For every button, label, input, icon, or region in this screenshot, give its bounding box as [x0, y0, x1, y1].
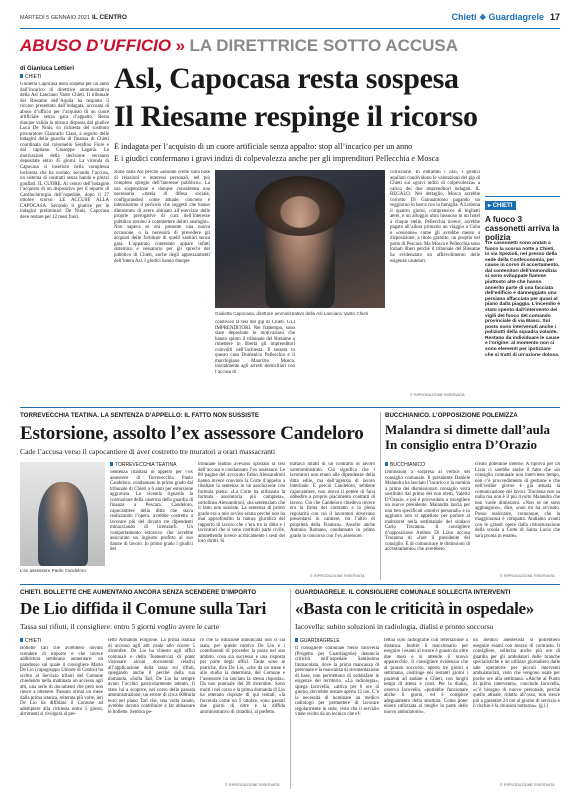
header-city-guardiagrele: Guardiagrele: [488, 12, 544, 22]
article3-title: Malandra si dimette dall’aula In consiglio entra D’Orazio: [385, 422, 551, 452]
article5-subtitle: Iacovella: subito soluzioni in radiologia, dialisi e pronto soccorso: [295, 622, 494, 631]
article3-dateline-icon: [385, 462, 388, 466]
main-col1: Giulietta Capocasa resta sospesa per un anno dall’incarico di direttrice amministrativa della Asl Lanciano Vasto Chieti. Il tribunale del Riesame dell’Aquila ha respinto il ricorso presentato dall’indagata, accusata di abuso d’ufficio per l’acquisto di un cuore artificiale senza gara d’appalto. Resta dunque valida la misura disposta dal giudice Luca De Ninis, su richiesta del sostituto procuratore Giancarlo Ciani, a seguito delle indagini della guardia di finanza di Chieti coordinata dal colonnello Serafino Fiore e dal capitano Giuseppe Laganà. Le motivazioni della decisione verranno depositate entro 45 giorni. La vicenda di Capocasa si inserisce nella complessa inchiesta che ha svelato, secondo l’accusa, un sistema di contratti senza bando e prezzi gonfiati. IL CUORE. Al centro dell’indagine l’acquisto di un dispositivo per il reparto di Cardiochirurgia dell’ospedale, dopo il 27 ottobre scorso. LE ACCUSE ALLA CAPOCASA. Secondo il giudice per le indagini preliminari De Ninis, Capocasa deve restare per 12 mesi fuori.: [20, 82, 109, 220]
main-subtitle-2: E i giudici confermano i gravi indizi di colpevolezza anche per gli imprenditori Pellecchia e Mosca: [114, 154, 439, 163]
column-divider-1: [380, 412, 381, 580]
sidebar-text: Tre cassonetti sono andati a fuoco la scorsa notte a Chieti, in via Spezioli, nel presso della sede della Confeconomia, per cause in corso di accertamento, dal contenitori dell’immondizia si sono sviluppate fiamme piuttosto alte che hanno annerito parte di una facciata dell’edificio e danneggiato una persiana affacciata per quasi al piano dalla piaggia. L’incendio è stato spento dall’intervento dei vigili del fuoco del comando provinciale di via Masci. Sul posto sono intervenuti anche i poliziotti della squadra volante. Restano da individuare le cause e l’origine: al momento non ci sono elementi per ipotizzare che si tratti di un’azione dolosa.: [485, 241, 560, 358]
header-cities: [452, 12, 544, 22]
main-photo: [215, 170, 385, 308]
header-date: MARTEDÌ 5 GENNAIO 2021: [20, 15, 90, 21]
article3-footer: © RIPRODUZIONE RISERVATA: [500, 574, 555, 578]
article2-footer: © RIPRODUZIONE RISERVATA: [310, 574, 365, 578]
article2-col3: trattava infatti di un contratto di lavoro sommministrato. Ciò significa che i lavoratori non erano alle dipendenze della ditta edile, ma dell’agenzia di lavoro interinale. È perciò Candeloro, sebbene capocantiere, non aveva il potere di farsi obbedire a proprio piacimento contratti di lavoro. Ciò che Candeloro chiedeva invece era la firma del contratto e la piena regolarità con cui il lavoratori dovevano presentarsi in cantiere, tra l’altro di proprietà della Finanza». Assolto anche Antonio Romano, condannato in primo grado in concorso con l’ex assessore.: [290, 462, 375, 539]
article5-col3: un medico anestesista si potrebbero eseguire esami con mezzo di contrasto. Il consigliere, sollecita anche più ore di guardia per gli ambulatori delle branche specialistiche e un utilizzo giornaliero dalle sale operatorie per piccoli interventi ambulatoriali, visto che vengono usate per poche ore alla settimana. «Anche al Punto di primo intervento», conclude Iacovella, «c’è bisogno di nuovo personale, perché quello attuale, ridotto all’osso, non riesce più a garantire 24 ore al giorno di servizio e il rischio è la chiusura notturna». (g.i.): [473, 638, 560, 710]
article5-title: «Basta con le criticità in ospedale»: [295, 599, 534, 618]
main-col2: zione dalla Asl perché «assume scelte sulla base di relazioni e interessi personali, nel più completo spregio dell’interesse pubblico». La sua sospensione è dunque considerata una necessaria «tutela di difesa sociale, configurandosi come attuale, concreto e intensissimo il pericolo che soggetti che hanno dimostrato di avere abituato all’esercizio delle proprie prerogative di cura dell’interesse pubblico tornino a commettere delitti analoghi». Non sapeva se era presente una nuova occasione, o la necessità di prevedere gli acquisti delle forniture di quelli sanitari senza gara. L’apparato contestato appare infatti sistemico e vessatorio per gli sprechi del pubblico di Chieti, anche degli apprezzamenti dell’intera Asl. I giudici hanno dunque: [114, 170, 210, 264]
header-city-chieti: Chieti: [451, 12, 477, 22]
section-divider-1: [20, 407, 560, 408]
main-col3b: [300, 320, 385, 400]
main-title-1: Asl, Capocasa resta sospesa: [114, 62, 459, 95]
page-header: [20, 12, 560, 26]
article5-col1: Il consigliere comunale Nello Iacovella (Progetto per Guardiagrele) denuncia criticità nell’ospedale Santissima Immacolata, dove la prima mancanza di personale e la mancanza di strumentazione di base, non permettono di soddisfare le esigenze del territorio. «La radiologia», spiega Iacovella, «attiva per 6 ore al giorno, dovrebbe restare aperta 12 ore. C’è la necessità di nominare un medico radiologo per permettere di lavorare regolarmente in sede, visto che il servizio viene svolto da un tecnico che ef-: [295, 646, 379, 718]
article3-col2: creato potentine interne. A riprova per Di Lizio ci sarebbe anche il fatto che «lo consiglio comunale non interviene tempo, non c’è provvedimento di gestione e che nell’ordine giorno è già attuata la comunicazione dei lavori. Tracanna non sa nulla ma non è il più rivolto Malandra che non vuole dimissioni. «Non se ne sono aggiungono», dice, «non mi ha avvisato. Posso assicurare, comunque, che la maggioranza è compatta. Andiamo avanti con le grandi opere dalla ristrutturazione della scuola a Corte di Santa Lucia che sarà pronta in estate».: [475, 462, 560, 539]
main-byline: di Gianluca Lettieri: [20, 66, 75, 72]
article2-dateline-icon: [110, 462, 113, 466]
column-divider-2: [290, 589, 291, 789]
main-col4: corruzione. In entrambi i casi, i giudici aquilani condividono le valutazioni del gip di Chieti sui «gravi indizi di colpevolezza» a carico dei due imprenditori indagati. IL REGALO. Nel dettaglio, Mosca avrebbe corrotto Di Giannantonio pagando un soggiorno in barca con la famiglia. A Lisbona il quattro giorni, comprensivo di biglietti aerei, e un alloggio ultra lussuoso in un hotel a cinque stelle. Pellecchia invece, avrebbe pagato all’allora primario un viaggio a Cuba e «cessione» come gli avrebbe messo a disposizione, a titolo gratuito, un proprio nel porto di Pescara. Ma Mosca e Pellecchia sono tornati liberi perché il tribunale del Riesame ha evidenziato un affievolimento delle esigenze cautelari.: [390, 170, 480, 264]
article4-kicker: CHIETI. BOLLETTE CHE AUMENTANO ANCORA SENZA SCENDERE D’IMPORTO: [20, 589, 257, 596]
section-divider-2: [20, 584, 560, 585]
article3-kicker: BUCCHIANICO. L’OPPOSIZIONE POLEMIZZA: [385, 412, 518, 419]
article3-col1: Dimissioni a sorpresa al vertice del consiglio comunale. Il presidente Daniele Malandra ha lasciato l’incarico e la nomina a primo dei dismissionari consiglio verrà sostituito dal primo dei non eletti, Valerio D’Orazio, e poi è provveduto a riscegliere un nuovo presidente. Malandra lascia per non ben specificati «motivi personali» e in aggiunta non si appellato per parlare al maltrarret nella settimanale del sindaco Carlo Tracanna. Il consigliere d’opposizione Andrea Di Lizio accusa Tracanna di «fare il presidente del consiglio. È di comunicare le dimissioni di accentramento» che avrebbero: [385, 470, 470, 553]
article4-subtitle: Tassa sui rifiuti, il consigliere: entro 5 giorni voglio avere le carte: [20, 622, 219, 631]
article2-col2: tribunale teatino avevano spostato la tesi dell’accusa e condannato l’ex assessore. Le 80 pagine del avvocato Fabio Alessandroni hanno invece convinto la Corte d’appello a ribaltare la sentenza in un assoluzione con formula piena: «La Corte ha utilizzato la formula assolutoria più completa», sottolinea Alessandroni, «ha sentenziato che il fatto non sussiste. La sentenza di primo grado era a mio avviso errata perché non ha mai approfondito la natura giuridica del rapporto di lavoro che c’era tra la ditta e i lavoratori che si sono costituiti parte civile, ammettendo invece acriticamente i testi dei loro diritti. Si: [198, 462, 285, 545]
kicker-right: LA DIRETTRICE SOTTO ACCUSA: [189, 36, 459, 55]
article4-title: De Lio diffida il Comune sulla Tari: [20, 599, 267, 618]
photo-caption: Giulietta Capocasa, direttore amministrativo della Asl Lanciano Vasto Chieti: [215, 311, 369, 316]
photo-hair-shape: [255, 176, 345, 236]
sidebar-tag: [485, 201, 516, 210]
article2-title: Estorsione, assolto l’ex assessore Candeloro: [20, 423, 364, 444]
header-separator-icon: ❖: [479, 13, 489, 22]
article4-dateline: [20, 638, 41, 644]
main-dateline: [20, 74, 41, 80]
page-number: 17: [549, 12, 560, 22]
article4-col3: rò che la riduzione annunciata non ci sia stata, per questo motivo De Lio e i contribuenti di proceder la posta nel suo ambito, cosa sia successo e una risposta per parte degli uffici. Tante sono le pratiche, dice De Lio, «che da un mese è allo studio la determina, del Comune e l’assessore ha lasciato la stessa risposta». Da non puntuale del 28 dicembre. Sono molti i nel corso e la prima domanda di Lio ha ottenuto risposte di qui tentati, «la faccenda come un 5 ottobre, sono passati due giorni di oltre e la diffida amministrativo di cittadini, al prefetto.: [200, 638, 285, 715]
article2-dateline-text: TORREVECCHIA TEATINA: [115, 462, 177, 468]
dateline-marker-icon: [20, 74, 23, 78]
article2-subtitle: Cade l’accusa verso il capocantiere di aver costretto tre muratori a orari massacranti: [20, 447, 276, 456]
article2-kicker: TORREVECCHIA TEATINA. LA SENTENZA D’APPELLO: IL FATTO NON SUSSISTE: [20, 412, 260, 419]
article5-dateline: [295, 638, 340, 644]
article4-col2: fetto Armando Forgione. La prima istanza di accesso agli atti risale allo scorso 5 dicembre. De Lio ha chiesto agli uffici comunali e della Teateservizi di poter visionare alcuni documenti relativi all’applicazione della tassa sui rifiuti, spiegando anche il perché della sua domanda. «Sulla Tari, De Lio ha sempre avuto l’occhio particolarmente attento. Il stato lui a scoprire, nel corso della passata amministrazione, un errore di circa 600mila euro nel piano Tari che, una volta sanato, avrebbe dovuto contribuire a far abbassare le bollette. Sembra pe-: [108, 638, 195, 715]
article4-dateline-text: CHIETI: [25, 638, 42, 644]
article5-dateline-text: GUARDIAGRELE: [300, 638, 340, 644]
sidebar-tag-text: CHIETI: [492, 203, 513, 209]
article4-col1: Bollette Tari che avrebbero dovuto scendere di importo e che invece addirittura sembrano aumentare: un paradosso sul quale il consigliere Mario De Lio (capogruppo Unione di Centro) ha scritto al Servizio tributi del Comune chiedendo nella mattinata un accesso agli atti, una serie di documenti che però non riesce a ottenere. Passato ormai un mese dalla prima istanza, reiterata più volte, ieri De Lio ha diffidato il Comune ad adempiere alla richiesta entro 5 giorni, altrimenti si rivolgerà al pre-: [20, 646, 103, 718]
article3-dateline: [385, 462, 425, 468]
article2-caption: L’ex assessore Paolo Candeloro: [20, 568, 86, 573]
article2-dateline: [110, 462, 176, 468]
sidebar-title: A fuoco 3 cassonetti arriva la polizia: [485, 215, 560, 243]
dateline-text: CHIETI: [25, 74, 42, 80]
header-paper: IL CENTRO: [92, 14, 127, 21]
main-footer: © RIPRODUZIONE RISERVATA: [410, 393, 465, 397]
article5-col2: fettua solo radiografie con refertazione a distanza. Inoltre il macchinario per eseguire i esami al torace è guasto da oltre due mesi e si attende il nuovo apparecchio. Il consigliere evidenzia che al pronto soccorso, aperto tre giorni a settimana, costringe nei restanti giorni i pazienti ad andare a Chieti, con lunghi tempi di attesa e costi. Per la dialisi, osserva Iacovella, «potrebbe funzionare anche 6 giorni, ed è complice adeguamento della struttura. Come poter essere utilizzata al meglio la parte dello nuovo ambulatorio».: [384, 638, 468, 715]
header-divider: [20, 28, 560, 29]
article4-dateline-icon: [20, 638, 23, 642]
article2-col1: Sentenza ribaltata in appello per l’ex assessore di Torrevecchia Paolo Candeloro, condannato in primo grado dal tribunale di Chieti a 6 anni per estorsione aggravata. La vicenda riguarda la costruzione della caserma della guardia di finanza a Pescara. Candeloro, capocantiere della ditta che stava realizzando l’opera, avrebbe costretto a lavorare più del dovuto tre dipendenti minacciando di licenziarli. Un comportamento estorsivo che avrebbe assicurato un ingiusto profitto al suo datore di lavoro. In primo grado i giudici del: [110, 470, 193, 553]
sidebar-tag-icon: ▸: [488, 203, 493, 209]
article5-kicker: GUARDIAGRELE. IL CONSIGLIERE COMUNALE SOLLECITA INTERVENTI: [295, 589, 511, 596]
sidebar-box: [485, 196, 560, 396]
article5-footer: © RIPRODUZIONE RISERVATA: [500, 783, 555, 787]
kicker-left: ABUSO D’UFFICIO: [20, 36, 172, 55]
article2-photo: [20, 462, 105, 566]
article2-photo-figure: [38, 482, 88, 566]
main-col3: condiviso la tesi del gip di Chieti. GLI IMPRENDITORI. Nel frattempo, sono stare depositate le motivazioni che hanno spinto il tribunale del Riesame a rimettere in libertà gli imprenditori coinvolti nell’inchiesta. Il tessera in questo caso Domenico Pellecchia e il marchigiano Maurizio Mosca, inizialmente agli arresti domiciliari con l’accusa di: [215, 320, 295, 375]
article4-footer: © RIPRODUZIONE RISERVATA: [225, 783, 280, 787]
main-subtitle-1: È indagata per l’acquisto di un cuore artificiale senza appalto: stop all’incarico per un anno: [114, 142, 413, 151]
main-kicker: [20, 36, 560, 60]
kicker-separator: »: [175, 36, 186, 55]
article5-dateline-icon: [295, 638, 298, 642]
main-title-2: Il Riesame respinge il ricorso: [114, 100, 478, 133]
article3-dateline-text: BUCCHIANICO: [390, 462, 426, 468]
